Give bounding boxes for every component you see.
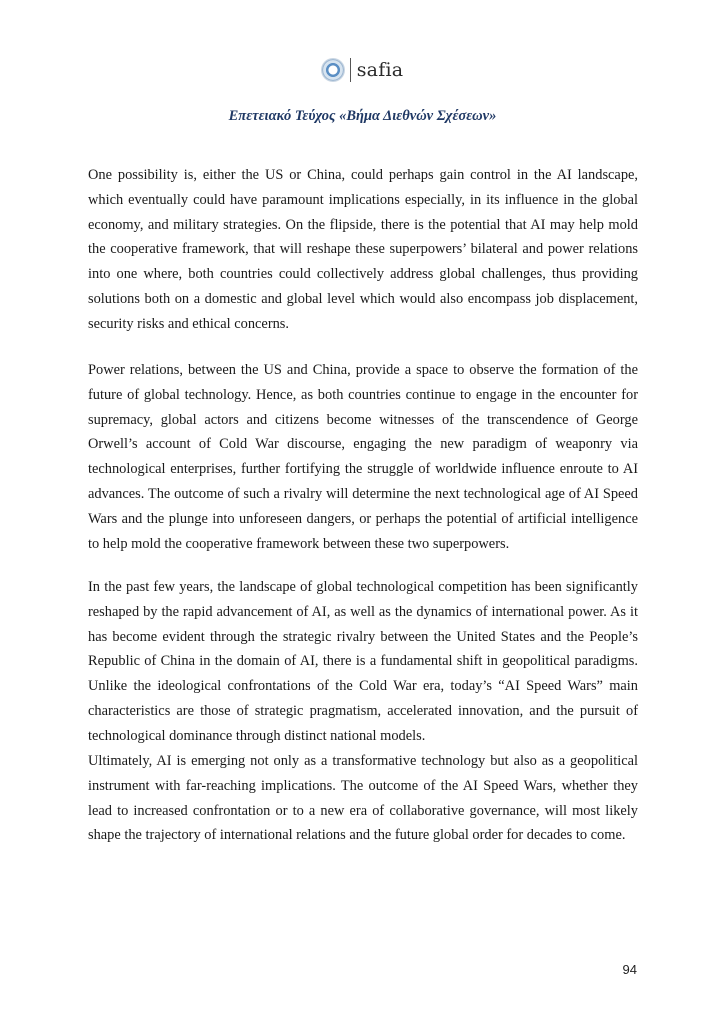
logo-text: safia	[356, 59, 404, 81]
paragraph-text: Ultimately, AI is emerging not only as a transformative technology but also as a geopolitical instrument with far-reaching implications. The outcome of the AI Speed Wars, whether they lead to increased confrontation or to a new era of collaborative governance, will most likely shape the trajectory of international relations and the future global order for decades to come.	[88, 753, 638, 844]
paragraph-2	[88, 358, 638, 556]
paragraph-1	[88, 163, 638, 337]
logo-divider	[350, 58, 351, 82]
page-number: 94	[622, 962, 637, 977]
paragraph-text: In the past few years, the landscape of global technological competition has been significantly reshaped by the rapid advancement of AI, as well as the dynamics of international power. As it has become evident through the strategic rivalry between the United States and the People’s Republic of China in the domain of AI, there is a fundamental shift in geopolitical paradigms. Unlike the ideological confrontations of the Cold War era, today’s “AI Speed Wars” main characteristics are those of strategic pragmatism, accelerated innovation, and the pursuit of technological dominance through distinct national models.	[88, 579, 638, 744]
issue-title: Επετειακό Τεύχος «Βήμα Διεθνών Σχέσεων»	[228, 108, 497, 124]
safia-logo	[322, 58, 404, 82]
page-header	[0, 58, 725, 82]
safia-emblem-icon	[322, 59, 344, 81]
paragraph-text: One possibility is, either the US or China, could perhaps gain control in the AI landscape, which eventually could have paramount implications especially, in its influence in the global economy, and military strategies. On the flipside, there is the potential that AI may help mold the cooperative framework, that will reshape these superpowers’ bilateral and power relations into one where, both countries could collectively address global challenges, thus providing solutions both on a domestic and global level which would also encompass job displacement, security risks and ethical concerns.	[88, 167, 638, 332]
paragraph-3	[88, 575, 638, 749]
paragraph-text: Power relations, between the US and China, provide a space to observe the formation of the future of global technology. Hence, as both countries continue to engage in the encounter for supremacy, global actors and citizens become witnesses of the transcendence of George Orwell’s account of Cold War discourse, engaging the new paradigm of weaponry via technological enterprises, further fortifying the struggle of worldwide influence enroute to AI advances. The outcome of such a rivalry will determine the next technological age of AI Speed Wars and the plunge into unforeseen dangers, or perhaps the potential of artificial intelligence to help mold the cooperative framework between these two superpowers.	[88, 362, 638, 552]
paragraph-4	[88, 749, 638, 848]
